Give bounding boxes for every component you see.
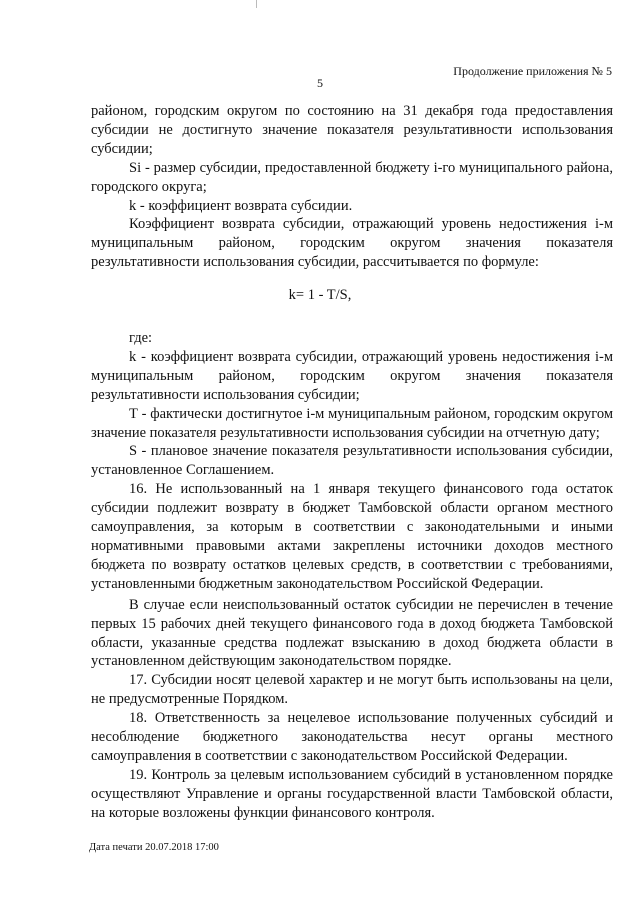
- print-date: Дата печати 20.07.2018 17:00: [89, 842, 219, 853]
- paragraph: Si - размер субсидии, предоставленной бюджету i-го муниципального района, городского округа;: [91, 159, 613, 195]
- formula: k= 1 - T/S,: [288, 287, 352, 303]
- paragraph: S - плановое значение показателя результативности использования субсидии, установленное Соглашением.: [91, 443, 613, 479]
- paragraph: 18. Ответственность за нецелевое использование полученных субсидий и несоблюдение бюджетного законодательства несут органы местного самоуправления в соответствии с законодательством Российской Федерации.: [91, 710, 613, 764]
- paragraph: В случае если неиспользованный остаток субсидии не перечислен в течение первых 15 рабочих дней текущего финансового года в доход бюджета Тамбовской области, указанные средства подлежат взысканию в доход бюджета области в установленном действующим законодательством порядке.: [91, 596, 613, 670]
- page-number: 5: [317, 76, 323, 90]
- paragraph: где:: [129, 330, 153, 346]
- paragraph: Коэффициент возврата субсидии, отражающий уровень недостижения i-м муниципальным районом, городским округом значения показателя результативности использования субсидии, рассчитывается по формуле:: [91, 216, 613, 271]
- paragraph: 17. Субсидии носят целевой характер и не могут быть использованы на цели, не предусмотренные Порядком.: [91, 672, 613, 708]
- paragraph: 19. Контроль за целевым использованием субсидий в установленном порядке осуществляют Управление и органы государственной власти Тамбовской области, на которые возложены функции финансового контроля.: [91, 766, 613, 821]
- appendix-continuation-note: Продолжение приложения № 5: [453, 64, 612, 78]
- paragraph: 16. Не использованный на 1 января текущего финансового года остаток субсидии подлежит возврату в бюджет Тамбовской области органом местного самоуправления, за которым в соответствии с законодательными и иными нормативными правовыми актами закреплены источники доходов местного бюджета по возврату остатков целевых средств, в соответствии с требованиями, установленными бюджетным законодательством Российской Федерации.: [91, 481, 613, 592]
- paragraph: k - коэффициент возврата субсидии.: [129, 197, 353, 214]
- body-text-top: [91, 102, 613, 272]
- body-text-bottom: [91, 329, 613, 823]
- paragraph: районом, городским округом по состоянию на 31 декабря года предоставления субсидии не достигнуто значение показателя результативности использования субсидии;: [91, 103, 613, 157]
- paragraph: k - коэффициент возврата субсидии, отражающий уровень недостижения i-м муниципальным районом, городским округом значения показателя результативности использования субсидии;: [91, 348, 613, 403]
- scan-mark: [256, 0, 257, 8]
- paragraph: Т - фактически достигнутое i-м муниципальным районом, городским округом значение показателя результативности использования субсидии на отчетную дату;: [91, 405, 613, 441]
